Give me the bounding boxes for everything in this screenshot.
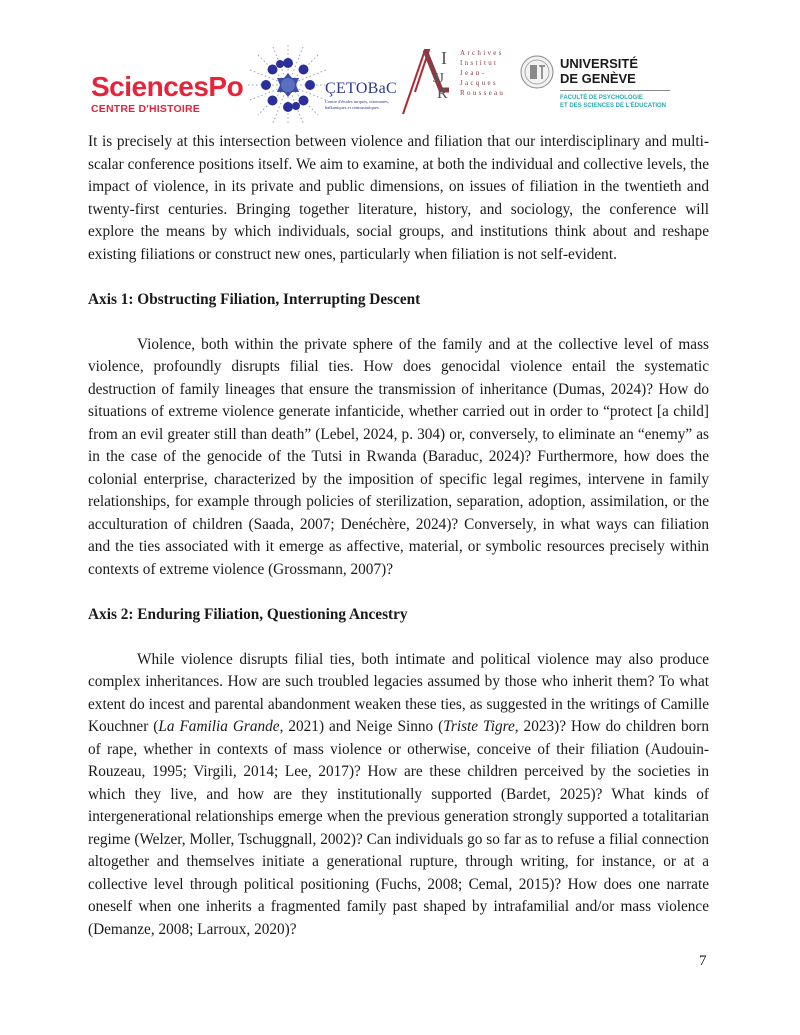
unige-seal-icon <box>520 55 554 89</box>
unige-logo <box>520 45 700 115</box>
aijjr-logo-text: Archives Institut Jean-Jacques Rousseau <box>460 49 506 97</box>
book-title-la-familia-grande: La Familia Grande <box>158 718 280 735</box>
axis-2-heading: Axis 2: Enduring Filiation, Questioning Ancestry <box>88 605 408 623</box>
unige-logo-divider <box>560 90 670 91</box>
page-number: 7 <box>699 953 707 969</box>
intro-paragraph: It is precisely at this intersection between violence and filiation that our interdisciplinary and multi-scalar conference positions itself. We aim to examine, at both the individual and collective levels, the impact of violence, in its private and public dimensions, on issues of filiation in the twentieth and twenty-first centuries. Bringing together literature, history, and sociology, the conference will explore the means by which individuals, social groups, and institutions think about and reshape existing filiations or construct new ones, particularly when filiation is not self-evident. <box>88 133 709 263</box>
axis-1-heading: Axis 1: Obstructing Filiation, Interrupting Descent <box>88 290 421 308</box>
aijjr-monogram-icon <box>401 44 461 116</box>
cetobac-logo-title: ÇETOBaC <box>325 80 398 97</box>
unige-logo-faculty: FACULTÉ DE PSYCHOLOGIE ET DES SCIENCES DE L'ÉDUCATION <box>560 95 666 109</box>
axis-2-paragraph: While violence disrupts filial ties, both intimate and political violence may also produce complex inheritances. How are such troubled legacies assumed by those who inherit them? To what extent do incest and parental abandonment weaken these ties, as suggested in the writings of Camille Kouchner (La Familia Grande, 2021) and Neige Sinno (Triste Tigre, 2023)? How do children born of rape, whether in contexts of mass violence or otherwise, conceive of their filiation (Audouin-Rouzeau, 1995; Virgili, 2014; Lee, 2017)? How are these children perceived by the societies in which they live, and how are they institutionally supported (Bardet, 2025)? What kinds of intergenerational relationships emerge when the previous generation strongly supported a totalitarian regime (Welzer, Moller, Tschuggnall, 2002)? Can individuals go so far as to refuse a filial connection altogether and themselves initiate a generational rupture, through writing, for instance, or at a collective level through political positioning (Fuchs, 2008; Cemal, 2015)? How does one narrate oneself when one inherits a fragmented family past shaped by intrafamilial and/or mass violence (Demanze, 2008; Larroux, 2020)? <box>88 650 710 938</box>
cetobac-logo-subtitle: Centre d'études turques, ottomanes, balkaniques et centrasiatiques <box>325 99 389 110</box>
sciencespo-logo-title: SciencesPo <box>91 71 244 102</box>
svg-text:I: I <box>441 48 447 68</box>
svg-text:R: R <box>437 85 448 102</box>
cetobac-logo <box>248 45 408 125</box>
book-title-triste-tigre: Triste Tigre <box>443 718 515 735</box>
document-body <box>88 131 709 941</box>
aijjr-logo <box>401 44 521 114</box>
unige-logo-title: UNIVERSITÉ DE GENÈVE <box>560 56 639 86</box>
sciencespo-logo <box>91 73 243 115</box>
svg-text:JJ: JJ <box>433 71 444 86</box>
axis-1-paragraph: Violence, both within the private sphere of the family and at the collective level of mass violence, profoundly disrupts filial ties. How does genocidal violence entail the systematic destruction of family lineages that ensure the transmission of inheritance (Dumas, 2024)? How do situations of extreme violence generate infanticide, whether carried out in order to “protect [a child] from an evil greater still than death” (Lebel, 2024, p. 304) or, conversely, to eliminate an “enemy” as in the case of the genocide of the Tutsi in Rwanda (Baraduc, 2024)? Furthermore, how does the colonial enterprise, characterized by the imposition of specific legal regimes, intervene in family relationships, for example through policies of sterilization, separation, adoption, assimilation, or the acculturation of children (Saada, 2007; Denéchère, 2024)? Conversely, in what ways can filiation and the ties associated with it emerge as affective, material, or symbolic resources precisely within contexts of extreme violence (Grossmann, 2007)? <box>88 335 709 578</box>
sciencespo-logo-subtitle: CENTRE D'HISTOIRE <box>91 103 200 115</box>
header-logos <box>88 40 688 125</box>
cetobac-star-icon <box>248 45 328 125</box>
